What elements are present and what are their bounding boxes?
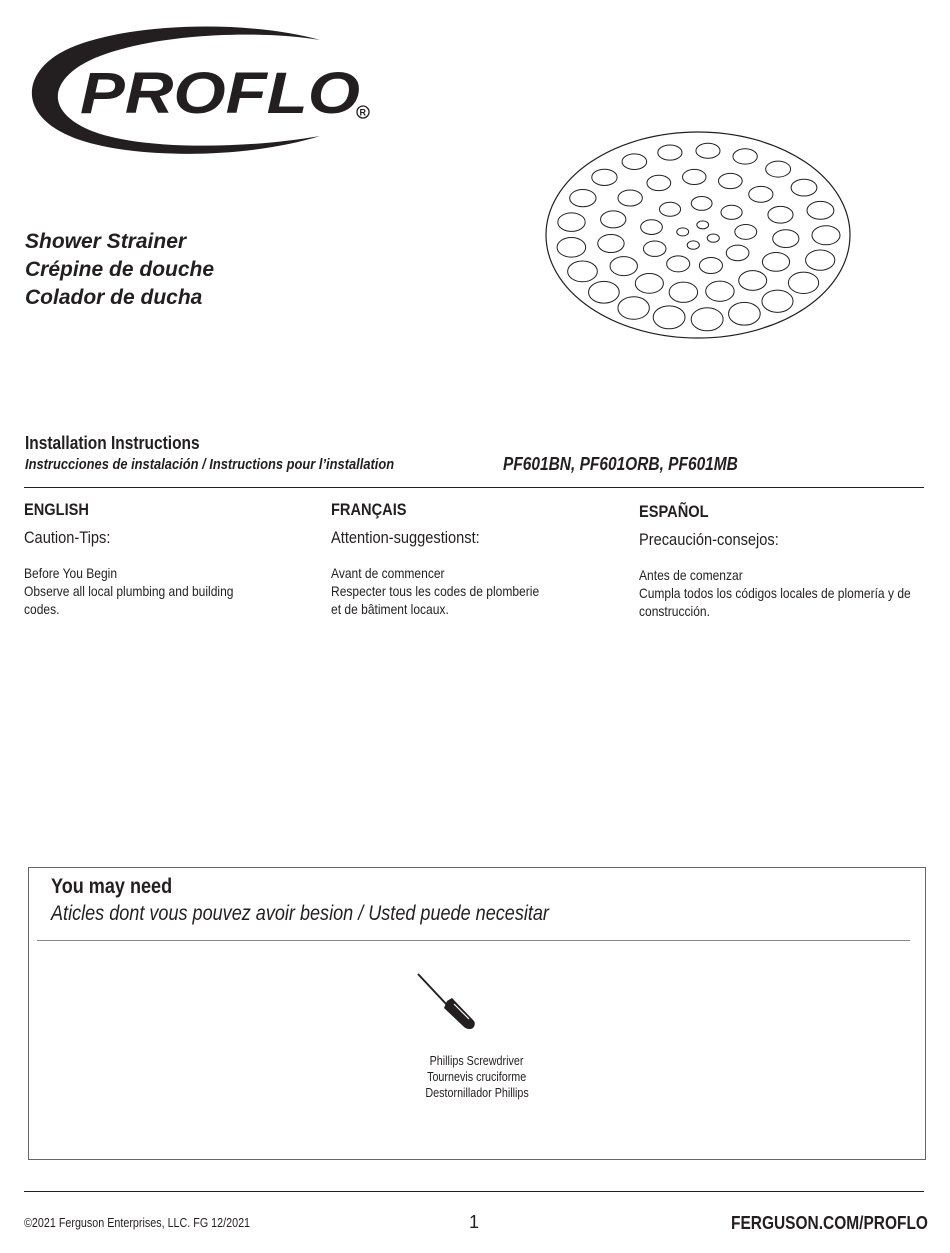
strainer-hole bbox=[733, 149, 757, 164]
divider bbox=[24, 487, 924, 488]
strainer-hole bbox=[721, 205, 742, 219]
strainer-hole bbox=[589, 281, 620, 303]
shower-strainer-illustration bbox=[540, 128, 860, 343]
svg-text:R: R bbox=[359, 107, 366, 118]
language-heading: FRANÇAIS bbox=[331, 500, 407, 519]
strainer-hole bbox=[807, 201, 834, 219]
language-heading: ENGLISH bbox=[24, 500, 89, 519]
body-line: Avant de commencer bbox=[331, 565, 445, 581]
instructions-subtitle: Instrucciones de instalación / Instructions pour l’installation bbox=[25, 456, 395, 473]
strainer-hole bbox=[696, 143, 720, 158]
strainer-hole bbox=[706, 281, 734, 301]
caution-heading: Caution-Tips: bbox=[24, 528, 111, 547]
tool-label: Destornillador Phillips bbox=[425, 1086, 529, 1100]
tool-label: Tournevis cruciforme bbox=[427, 1070, 527, 1084]
strainer-hole bbox=[791, 179, 817, 196]
column-french bbox=[331, 500, 631, 618]
tool-labels bbox=[29, 1053, 925, 1101]
strainer-hole bbox=[658, 145, 682, 160]
instructions-title: Installation Instructions bbox=[25, 433, 200, 453]
strainer-hole bbox=[601, 211, 626, 228]
strainer-hole bbox=[677, 228, 689, 236]
strainer-hole bbox=[719, 173, 743, 188]
strainer-hole bbox=[568, 261, 598, 282]
body-line: Cumpla todos los códigos locales de plomería y de bbox=[639, 585, 911, 601]
page-number: 1 bbox=[469, 1212, 480, 1232]
copyright: ©2021 Ferguson Enterprises, LLC. FG 12/2021 bbox=[24, 1216, 251, 1230]
product-title-en: Shower Strainer bbox=[25, 230, 187, 253]
body-line: Observe all local plumbing and building bbox=[24, 583, 234, 599]
strainer-hole bbox=[773, 230, 799, 248]
strainer-hole bbox=[618, 190, 642, 206]
strainer-hole bbox=[622, 154, 647, 170]
strainer-hole bbox=[691, 197, 712, 211]
strainer-hole bbox=[667, 256, 690, 272]
column-english bbox=[24, 500, 324, 618]
strainer-hole bbox=[707, 234, 719, 242]
strainer-hole bbox=[762, 252, 789, 271]
strainer-hole bbox=[726, 245, 749, 261]
strainer-hole bbox=[762, 290, 793, 312]
body-line: et de bâtiment locaux. bbox=[331, 601, 449, 617]
screwdriver-icon bbox=[414, 971, 479, 1036]
caution-heading: Precaución-consejos: bbox=[639, 530, 779, 549]
strainer-hole bbox=[647, 175, 671, 190]
body-line: construcción. bbox=[639, 603, 710, 619]
strainer-hole bbox=[768, 206, 793, 223]
strainer-hole bbox=[669, 282, 697, 302]
strainer-hole bbox=[610, 257, 637, 276]
product-title-fr: Crépine de douche bbox=[25, 258, 215, 281]
strainer-hole bbox=[729, 302, 761, 325]
strainer-hole bbox=[766, 161, 791, 177]
strainer-hole bbox=[735, 224, 757, 239]
strainer-hole bbox=[592, 169, 617, 185]
strainer-hole bbox=[618, 297, 649, 320]
strainer-hole bbox=[749, 186, 773, 202]
strainer-hole bbox=[812, 226, 840, 245]
strainer-hole bbox=[598, 234, 624, 252]
product-title-es: Colador de ducha bbox=[25, 286, 203, 309]
strainer-hole bbox=[683, 169, 706, 184]
strainer-hole bbox=[635, 273, 663, 293]
website-link[interactable]: FERGUSON.COM/PROFLO bbox=[731, 1213, 928, 1233]
strainer-hole bbox=[699, 257, 722, 273]
strainer-hole bbox=[697, 221, 709, 229]
language-heading: ESPAÑOL bbox=[639, 502, 709, 521]
body-line: Respecter tous les codes de plomberie bbox=[331, 583, 540, 599]
strainer-hole bbox=[653, 306, 685, 329]
strainer-hole bbox=[788, 272, 818, 293]
svg-text:PROFLO: PROFLO bbox=[80, 61, 360, 126]
box-divider bbox=[37, 940, 910, 941]
strainer-hole bbox=[570, 189, 596, 206]
strainer-hole bbox=[557, 238, 586, 258]
column-spanish bbox=[639, 502, 939, 620]
body-line: codes. bbox=[24, 601, 60, 617]
strainer-hole bbox=[660, 202, 681, 216]
you-may-need-subtitle: Aticles dont vous pouvez avoir besion / Usted puede necesitar bbox=[51, 902, 549, 925]
tool-label: Phillips Screwdriver bbox=[430, 1054, 524, 1068]
proflo-logo bbox=[20, 18, 380, 168]
caution-heading: Attention-suggestionst: bbox=[331, 528, 480, 547]
strainer-hole bbox=[687, 241, 699, 249]
strainer-hole bbox=[641, 220, 663, 235]
strainer-hole bbox=[558, 213, 585, 231]
body-line: Before You Begin bbox=[24, 565, 118, 581]
model-numbers: PF601BN, PF601ORB, PF601MB bbox=[503, 454, 738, 474]
strainer-hole bbox=[643, 241, 666, 256]
you-may-need-box bbox=[28, 867, 926, 1160]
strainer-hole bbox=[739, 271, 767, 291]
you-may-need-title: You may need bbox=[51, 875, 173, 898]
footer-divider bbox=[24, 1191, 924, 1192]
body-line: Antes de comenzar bbox=[639, 567, 743, 583]
strainer-hole bbox=[806, 250, 835, 270]
strainer-hole bbox=[691, 308, 723, 331]
